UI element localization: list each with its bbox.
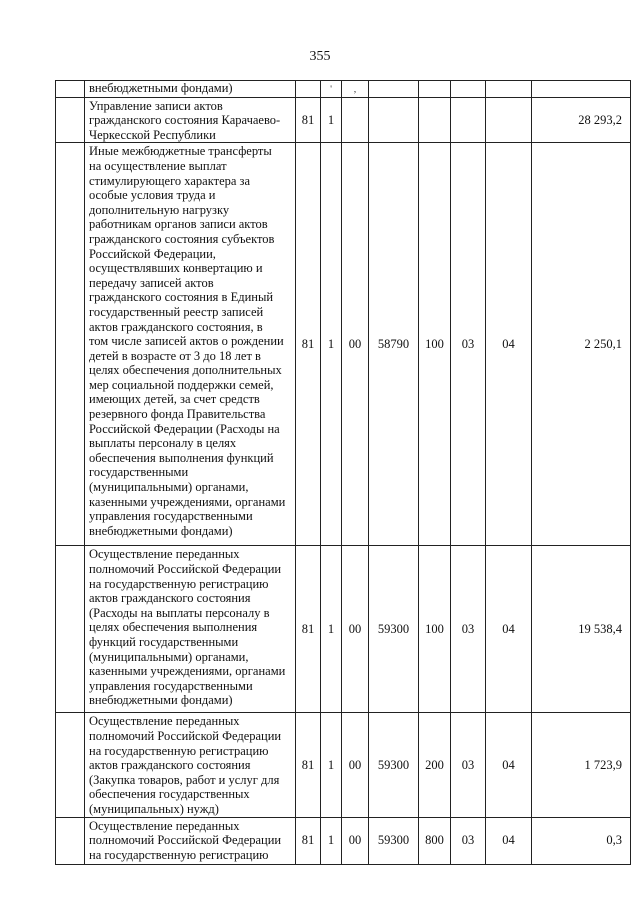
amount-cell: 28 293,2: [532, 97, 631, 143]
gr-code-cell: 81: [296, 713, 321, 817]
item-name-cell: внебюджетными фондами): [85, 81, 296, 98]
item-name-cell: Управление записи актов гражданского состояния Карачаево- Черкесской Республики: [85, 97, 296, 143]
item-name-cell: Осуществление переданных полномочий Российской Федерации на государственную регистрацию актов гражданского состояния (Расходы на выплаты персоналу в целях обеспечения выполнения функций государственными (муниципальными) органами, казенными учреждениями, органами управления государственными внебюджетными фондами): [85, 546, 296, 713]
amount-cell: 2 250,1: [532, 143, 631, 546]
amount-cell: [532, 81, 631, 98]
gr-code-cell: 81: [296, 143, 321, 546]
program-code-cell: 1: [321, 143, 342, 546]
subprogram-code-cell: ,: [342, 81, 369, 98]
subprogram-code-cell: 00: [342, 713, 369, 817]
budget-table: [55, 80, 631, 865]
page-number: 355: [309, 49, 331, 64]
gr-code-cell: 81: [296, 97, 321, 143]
section-code-cell: 03: [451, 143, 486, 546]
subprogram-code-cell: [342, 97, 369, 143]
direction-code-cell: 59300: [369, 817, 419, 864]
expense-type-cell: 200: [419, 713, 451, 817]
gr-code-cell: [296, 81, 321, 98]
program-code-cell: 1: [321, 817, 342, 864]
amount-cell: 0,3: [532, 817, 631, 864]
section-code-cell: 03: [451, 817, 486, 864]
subsection-code-cell: 04: [486, 143, 532, 546]
direction-code-cell: [369, 81, 419, 98]
row-number-cell: [56, 81, 85, 98]
expense-type-cell: [419, 97, 451, 143]
direction-code-cell: 59300: [369, 713, 419, 817]
subprogram-code-cell: 00: [342, 546, 369, 713]
table-row: [56, 81, 631, 98]
table-row: [56, 97, 631, 143]
subsection-code-cell: 04: [486, 817, 532, 864]
expense-type-cell: 100: [419, 143, 451, 546]
subsection-code-cell: [486, 81, 532, 98]
table-row: [56, 143, 631, 546]
expense-type-cell: 800: [419, 817, 451, 864]
table-row: [56, 817, 631, 864]
subprogram-code-cell: 00: [342, 817, 369, 864]
table-row: [56, 546, 631, 713]
expense-type-cell: 100: [419, 546, 451, 713]
section-code-cell: 03: [451, 713, 486, 817]
row-number-cell: [56, 97, 85, 143]
section-code-cell: 03: [451, 546, 486, 713]
section-code-cell: [451, 97, 486, 143]
amount-cell: 19 538,4: [532, 546, 631, 713]
row-number-cell: [56, 143, 85, 546]
gr-code-cell: 81: [296, 546, 321, 713]
direction-code-cell: 58790: [369, 143, 419, 546]
item-name-cell: Осуществление переданных полномочий Российской Федерации на государственную регистрацию: [85, 817, 296, 864]
table-row: [56, 713, 631, 817]
item-name-cell: Иные межбюджетные трансферты на осуществление выплат стимулирующего характера за особые условия труда и дополнительную нагрузку работникам органов записи актов гражданского состояния субъектов Российской Федерации, осуществлявших конвертацию и передачу записей актов гражданского состояния в Единый государственный реестр записей актов гражданского состояния, в том числе записей актов о рождении детей в возрасте от 3 до 18 лет в целях обеспечения дополнительных мер социальной поддержки семей, имеющих детей, за счет средств резервного фонда Правительства Российской Федерации (Расходы на выплаты персоналу в целях обеспечения выполнения функций государственными (муниципальными) органами, казенными учреждениями, органами управления государственными внебюджетными фондами): [85, 143, 296, 546]
subsection-code-cell: 04: [486, 713, 532, 817]
direction-code-cell: [369, 97, 419, 143]
row-number-cell: [56, 546, 85, 713]
subsection-code-cell: 04: [486, 546, 532, 713]
program-code-cell: 1: [321, 97, 342, 143]
section-code-cell: [451, 81, 486, 98]
subsection-code-cell: [486, 97, 532, 143]
row-number-cell: [56, 713, 85, 817]
expense-type-cell: [419, 81, 451, 98]
gr-code-cell: 81: [296, 817, 321, 864]
program-code-cell: ': [321, 81, 342, 98]
program-code-cell: 1: [321, 713, 342, 817]
subprogram-code-cell: 00: [342, 143, 369, 546]
item-name-cell: Осуществление переданных полномочий Российской Федерации на государственную регистрацию актов гражданского состояния (Закупка товаров, работ и услуг для обеспечения государственных (муниципальных) нужд): [85, 713, 296, 817]
direction-code-cell: 59300: [369, 546, 419, 713]
program-code-cell: 1: [321, 546, 342, 713]
amount-cell: 1 723,9: [532, 713, 631, 817]
row-number-cell: [56, 817, 85, 864]
